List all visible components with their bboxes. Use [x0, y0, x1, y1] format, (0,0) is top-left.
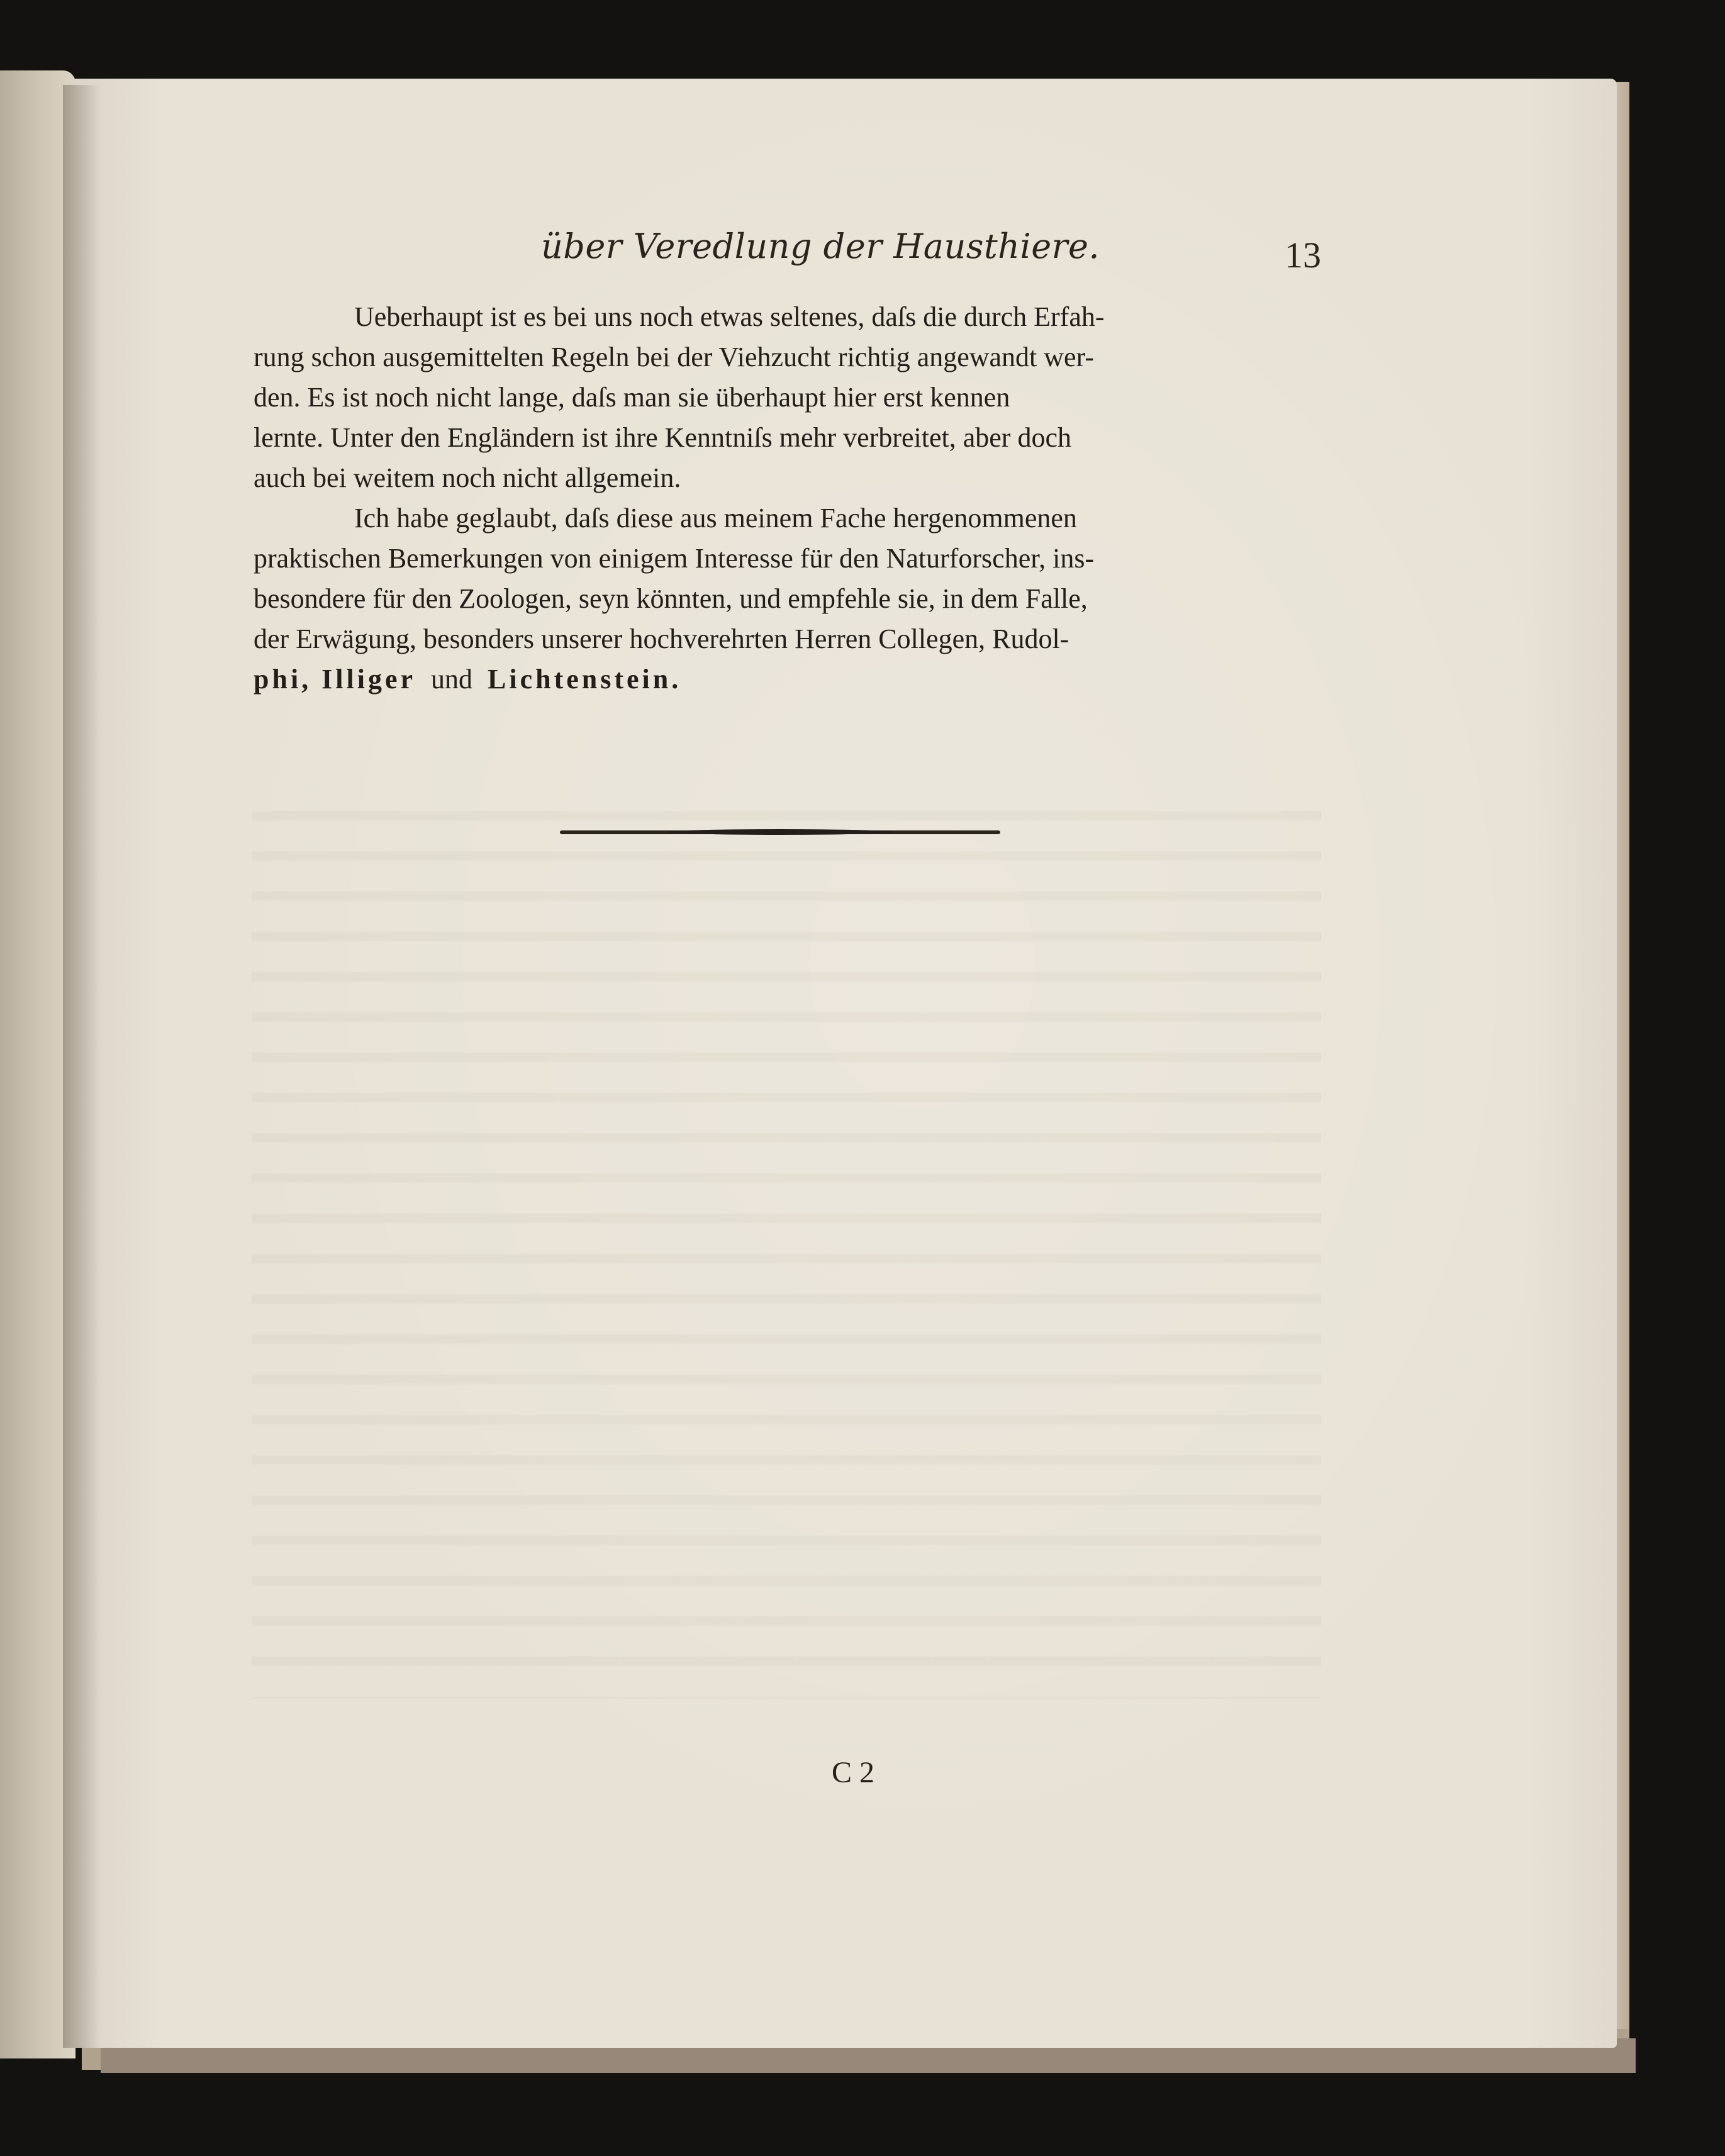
- text-line: lernte. Unter den Engländern ist ihre Kenntniſs mehr verbreitet, aber doch: [254, 422, 1071, 453]
- show-through-texture: [252, 786, 1321, 1699]
- connector-word: und: [431, 664, 473, 695]
- text-line: [254, 659, 1323, 700]
- text-line: der Erwägung, besonders unserer hochverehrten Herren Collegen, Rudol-: [254, 623, 1069, 654]
- person-names: phi, Illiger: [254, 664, 416, 695]
- text-line: besondere für den Zoologen, seyn könnten, und empfehle sie, in dem Falle,: [254, 583, 1088, 614]
- signature-mark: C 2: [832, 1756, 875, 1789]
- body-text: [254, 297, 1323, 700]
- section-divider-swell: [667, 829, 893, 835]
- person-name: Lichtenstein.: [488, 664, 682, 695]
- text-line: den. Es ist noch nicht lange, daſs man sie überhaupt hier erst kennen: [254, 382, 1010, 413]
- text-line: praktischen Bemerkungen von einigem Interesse für den Naturforscher, ins-: [254, 543, 1095, 574]
- gutter-shadow: [63, 85, 101, 2048]
- text-line: Ueberhaupt ist es bei uns noch etwas seltenes, daſs die durch Erfah-: [354, 301, 1105, 332]
- running-head: über Veredlung der Hausthiere.: [541, 226, 1100, 266]
- page-number: 13: [1285, 235, 1321, 276]
- text-line: auch bei weitem noch nicht allgemein.: [254, 462, 681, 493]
- text-line: rung schon ausgemittelten Regeln bei der Viehzucht richtig angewandt wer-: [254, 342, 1095, 372]
- text-line: Ich habe geglaubt, daſs diese aus meinem Fache hergenommenen: [354, 503, 1077, 533]
